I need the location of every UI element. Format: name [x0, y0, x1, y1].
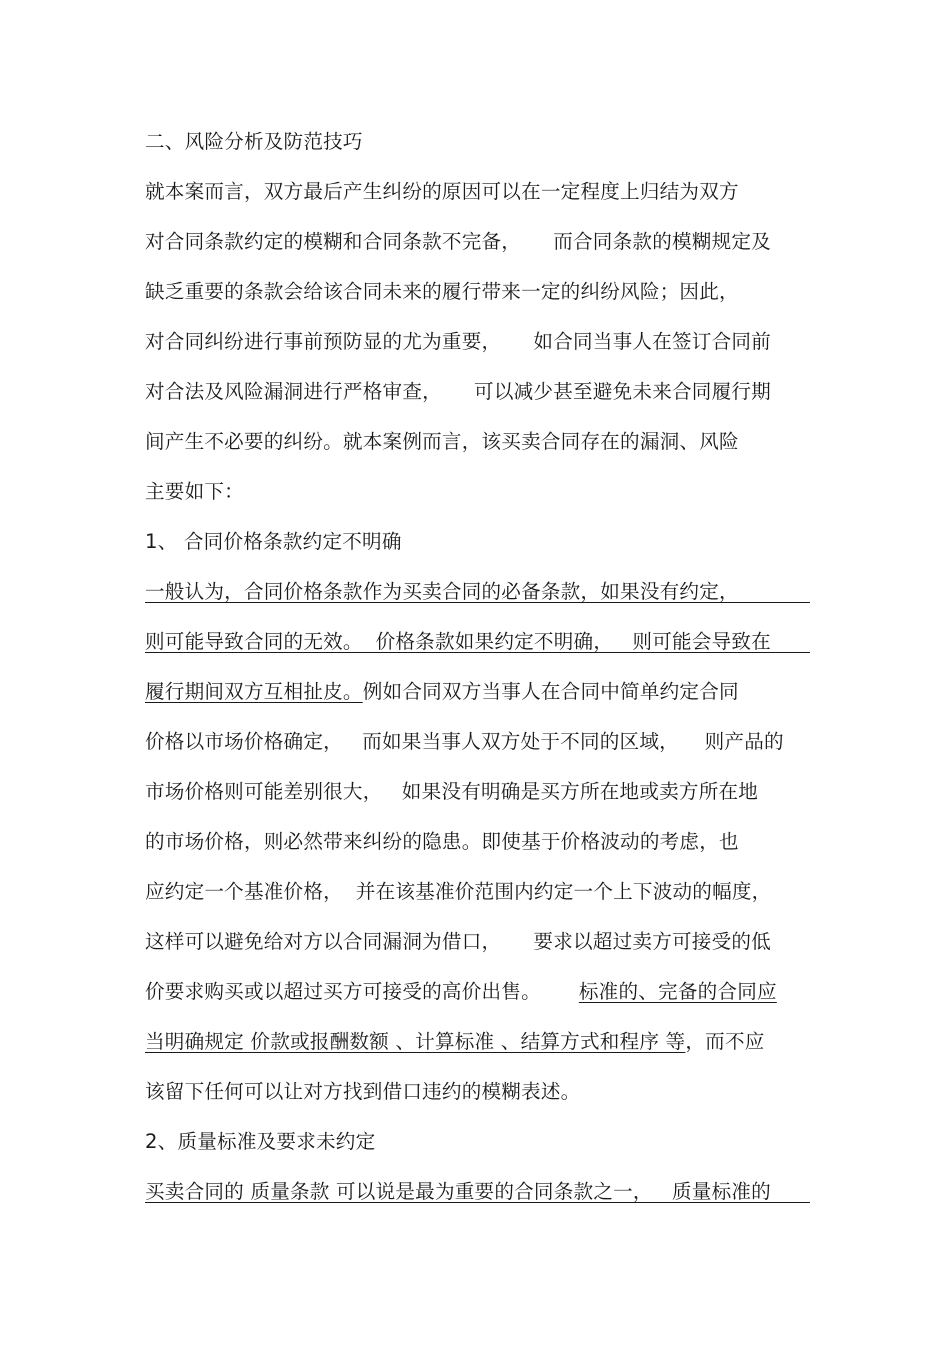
- plain-text: ，而不应: [685, 1030, 765, 1053]
- paragraph-line: 该留下任何可以让对方找到借口违约的模糊表述。: [145, 1080, 581, 1103]
- paragraph-line: 就本案而言，双方最后产生纠纷的原因可以在一定程度上归结为双方: [145, 180, 739, 203]
- paragraph-line: 缺乏重要的条款会给该合同未来的履行带来一定的纠纷风险；因此，: [145, 280, 739, 303]
- underlined-text: 履行期间双方互相扯皮。: [145, 680, 363, 703]
- paragraph-line: [145, 675, 810, 709]
- paragraph-line: [145, 1025, 810, 1059]
- subheading-quality-standard: 2、质量标准及要求未约定: [145, 1130, 376, 1153]
- underlined-paragraph-line: 一般认为，合同价格条款作为买卖合同的必备条款，如果没有约定，: [145, 575, 810, 603]
- plain-text: 例如合同双方当事人在合同中简单约定合同: [362, 680, 739, 703]
- paragraph-line: 对合同条款约定的模糊和合同条款不完备， 而合同条款的模糊规定及: [145, 230, 771, 253]
- plain-text: 价要求购买或以超过买方可接受的高价出售。: [145, 980, 541, 1003]
- paragraph-line: 间产生不必要的纠纷。就本案例而言，该买卖合同存在的漏洞、风险: [145, 430, 739, 453]
- underlined-text: 标准的、完备的合同应: [578, 980, 777, 1003]
- paragraph-line: 市场价格则可能差别很大， 如果没有明确是买方所在地或卖方所在地: [145, 780, 759, 803]
- paragraph-line: 对合法及风险漏洞进行严格审查， 可以减少甚至避免未来合同履行期: [145, 380, 771, 403]
- paragraph-line: [145, 975, 810, 1009]
- paragraph-line: 对合同纠纷进行事前预防显的尤为重要， 如合同当事人在签订合同前: [145, 330, 771, 353]
- paragraph-line: 主要如下：: [145, 480, 244, 503]
- paragraph-line: 这样可以避免给对方以合同漏洞为借口， 要求以超过卖方可接受的低: [145, 930, 771, 953]
- underlined-paragraph-line: 买卖合同的 质量条款 可以说是最为重要的合同条款之一， 质量标准的: [145, 1175, 810, 1203]
- underlined-text: 当明确规定 价款或报酬数额 、计算标准 、结算方式和程序 等: [145, 1030, 686, 1053]
- underlined-paragraph-line: 则可能导致合同的无效。 价格条款如果约定不明确， 则可能会导致在: [145, 625, 810, 653]
- section-title: 二、风险分析及防范技巧: [145, 130, 363, 153]
- paragraph-line: 的市场价格，则必然带来纠纷的隐患。即使基于价格波动的考虑，也: [145, 830, 739, 853]
- subheading-price-terms: 1、 合同价格条款约定不明确: [145, 530, 402, 553]
- paragraph-line: 应约定一个基准价格， 并在该基准价范围内约定一个上下波动的幅度，: [145, 880, 772, 903]
- paragraph-line: 价格以市场价格确定， 而如果当事人双方处于不同的区域， 则产品的: [145, 730, 784, 753]
